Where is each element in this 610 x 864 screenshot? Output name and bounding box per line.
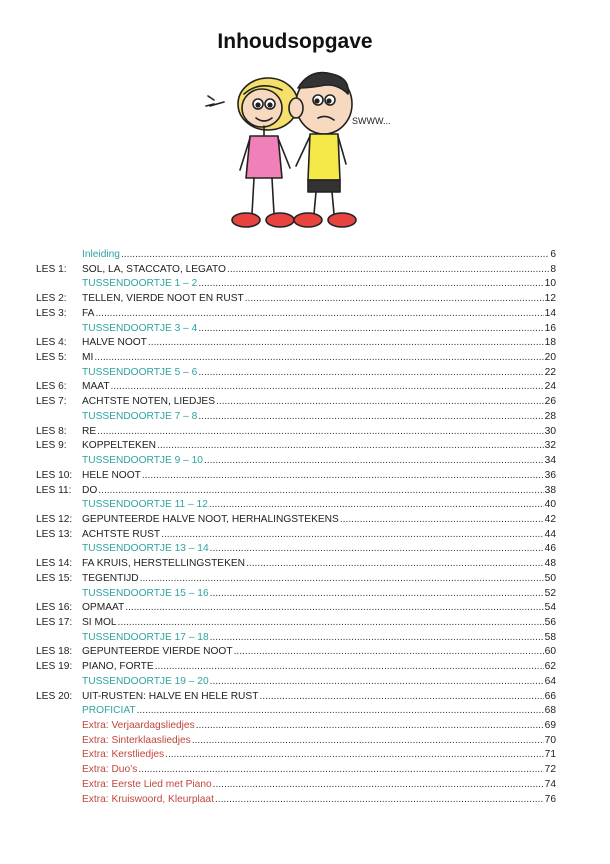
toc-entry [36, 793, 556, 808]
toc-entry [36, 439, 556, 454]
toc-entry [36, 513, 556, 528]
page-number: 22 [544, 366, 556, 378]
toc-entry-body [82, 454, 556, 469]
toc-entry [36, 675, 556, 690]
dot-leader [246, 557, 544, 572]
toc-entry-body [82, 484, 556, 499]
toc-entry [36, 719, 556, 734]
toc-entry [36, 263, 556, 278]
toc-entry-label: TUSSENDOORTJE 17 – 18 [82, 631, 209, 643]
toc-entry-body [82, 322, 556, 337]
lesson-number: LES 15: [36, 572, 73, 584]
toc-entry-label: ACHTSTE RUST [82, 528, 161, 540]
toc-entry-body [82, 336, 556, 351]
toc-entry [36, 498, 556, 513]
toc-entry [36, 292, 556, 307]
dot-leader [227, 263, 549, 278]
page-number: 6 [550, 249, 556, 260]
dot-leader [340, 513, 544, 528]
dot-leader [209, 498, 544, 513]
toc-entry-body [82, 631, 556, 646]
toc-entry-label: PIANO, FORTE [82, 661, 154, 673]
toc-entry-body [82, 616, 556, 631]
toc-entry-label: FA KRUIS, HERSTELLINGSTEKEN [82, 558, 246, 570]
toc-entry-label: TUSSENDOORTJE 1 – 2 [82, 278, 198, 290]
dot-leader [198, 322, 543, 337]
toc-entry [36, 351, 556, 366]
dot-leader [198, 277, 543, 292]
lesson-number: LES 9: [36, 440, 67, 452]
lesson-number: LES 17: [36, 616, 73, 628]
toc-entry [36, 748, 556, 763]
toc-entry-label: TUSSENDOORTJE 19 – 20 [82, 675, 209, 687]
girl-figure [206, 78, 298, 227]
dot-leader [138, 763, 543, 778]
toc-entry [36, 734, 556, 749]
lesson-number: LES 16: [36, 602, 73, 614]
lesson-number: LES 4: [36, 337, 67, 349]
dot-leader [198, 366, 543, 381]
page-number: 40 [544, 499, 556, 511]
toc-entry [36, 277, 556, 292]
page-title: Inhoudsopgave [217, 30, 373, 53]
dot-leader [118, 616, 544, 631]
dot-leader [95, 307, 543, 322]
lesson-number: LES 19: [36, 661, 73, 673]
dot-leader [210, 631, 544, 646]
dot-leader [192, 734, 544, 749]
lesson-number: LES 2: [36, 293, 67, 305]
toc-entry [36, 690, 556, 705]
toc-entry-body [82, 425, 556, 440]
toc-entry [36, 395, 556, 410]
toc-entry-label: HALVE NOOT [82, 337, 147, 349]
toc-entry-body [82, 498, 556, 513]
page-number: 18 [544, 337, 556, 349]
page-number: 32 [544, 440, 556, 452]
toc-entry-label: KOPPELTEKEN [82, 440, 156, 452]
page-number: 70 [544, 734, 556, 746]
toc-entry-label: Extra: Kruiswoord, Kleurplaat [82, 793, 214, 805]
page-number: 69 [544, 720, 556, 731]
toc-entry-body [82, 292, 556, 307]
toc-entry-body [82, 704, 556, 719]
toc-entry-body [82, 645, 556, 660]
toc-entry-label: Extra: Verjaardagsliedjes [82, 720, 195, 731]
dot-leader [161, 528, 544, 543]
table-of-contents [36, 248, 556, 807]
toc-entry-label: TUSSENDOORTJE 11 – 12 [82, 499, 208, 511]
toc-entry [36, 322, 556, 337]
toc-entry [36, 587, 556, 602]
page-number: 34 [544, 455, 556, 467]
toc-entry [36, 763, 556, 778]
toc-entry [36, 572, 556, 587]
toc-entry [36, 542, 556, 557]
toc-entry-label: SI MOL [82, 616, 117, 628]
toc-entry-label: GEPUNTEERDE HALVE NOOT, HERHALINGSTEKENS [82, 513, 339, 525]
toc-entry-label: HELE NOOT [82, 469, 141, 481]
toc-entry-body [82, 410, 556, 425]
toc-entry [36, 336, 556, 351]
page-number: 68 [544, 705, 556, 717]
toc-entry [36, 557, 556, 572]
toc-entry-label: OPMAAT [82, 602, 125, 614]
toc-entry-body [82, 351, 556, 366]
toc-entry [36, 601, 556, 616]
toc-entry-body [82, 439, 556, 454]
dot-leader [148, 336, 544, 351]
toc-entry [36, 454, 556, 469]
dot-leader [196, 719, 544, 734]
dot-leader [234, 645, 544, 660]
toc-entry-label: FA [82, 307, 95, 319]
toc-entry [36, 484, 556, 499]
toc-entry-label: MI [82, 352, 94, 364]
toc-entry-body [82, 778, 556, 793]
toc-entry [36, 410, 556, 425]
speech-text: SWWW... [352, 116, 391, 126]
dot-leader [157, 439, 544, 454]
toc-entry-body [82, 587, 556, 602]
dot-leader [210, 675, 544, 690]
toc-entry-label: MAAT [82, 381, 110, 393]
toc-entry [36, 528, 556, 543]
dot-leader [210, 587, 544, 602]
toc-entry-label: Extra: Eerste Lied met Piano [82, 778, 212, 790]
toc-entry [36, 631, 556, 646]
page-number: 12 [544, 293, 556, 305]
page-number: 44 [544, 528, 556, 540]
dot-leader [204, 454, 544, 469]
page-number: 24 [544, 381, 556, 393]
toc-entry-body [82, 690, 556, 705]
toc-entry-label: GEPUNTEERDE VIERDE NOOT [82, 646, 233, 658]
dot-leader [98, 484, 543, 499]
toc-entry-label: TUSSENDOORTJE 3 – 4 [82, 322, 198, 334]
toc-entry-label: RE [82, 425, 97, 437]
toc-entry [36, 248, 556, 263]
toc-entry-body [82, 675, 556, 690]
lesson-number: LES 18: [36, 646, 73, 658]
dot-leader [121, 248, 549, 263]
lesson-number: LES 3: [36, 307, 67, 319]
toc-entry-label: TUSSENDOORTJE 13 – 14 [82, 543, 209, 555]
toc-entry [36, 469, 556, 484]
toc-entry-body [82, 557, 556, 572]
dot-leader [165, 748, 544, 763]
page-number: 42 [544, 513, 556, 525]
page-number: 48 [544, 558, 556, 570]
lesson-number: LES 20: [36, 690, 73, 702]
page-number: 38 [544, 484, 556, 496]
toc-entry-body [82, 263, 556, 278]
dot-leader [142, 469, 544, 484]
toc-entry [36, 307, 556, 322]
lesson-number: LES 8: [36, 425, 67, 437]
page-number: 30 [544, 425, 556, 437]
page-number: 71 [544, 749, 556, 761]
lesson-number: LES 5: [36, 352, 67, 364]
toc-entry-label: TEGENTIJD [82, 572, 139, 584]
dot-leader [94, 351, 543, 366]
toc-entry [36, 366, 556, 381]
toc-entry-body [82, 763, 556, 778]
dot-leader [198, 410, 543, 425]
toc-entry-body [82, 734, 556, 749]
page-number: 50 [544, 572, 556, 584]
page-number: 14 [544, 307, 556, 319]
toc-entry-label: PROFICIAT [82, 705, 136, 717]
dot-leader [213, 778, 544, 793]
toc-entry-label: UIT-RUSTEN: HALVE EN HELE RUST [82, 690, 259, 702]
page-number: 16 [544, 322, 556, 334]
page-number: 74 [544, 778, 556, 790]
toc-entry-body [82, 528, 556, 543]
toc-entry-body [82, 248, 556, 263]
toc-entry-label: TUSSENDOORTJE 5 – 6 [82, 366, 198, 378]
toc-entry-label: ACHTSTE NOTEN, LIEDJES [82, 396, 216, 408]
toc-entry-label: Extra: Kerstliedjes [82, 749, 165, 761]
lesson-number: LES 1: [36, 263, 67, 275]
toc-entry-body [82, 793, 556, 808]
toc-entry-body [82, 748, 556, 763]
page-number: 46 [544, 543, 556, 555]
toc-entry-body [82, 572, 556, 587]
dot-leader [140, 572, 544, 587]
toc-entry-body [82, 542, 556, 557]
toc-entry-label: TUSSENDOORTJE 7 – 8 [82, 410, 198, 422]
toc-entry-label: Extra: Sinterklaasliedjes [82, 734, 191, 746]
page-number: 10 [544, 278, 556, 290]
page-number: 28 [544, 410, 556, 422]
toc-entry-label: SOL, LA, STACCATO, LEGATO [82, 263, 226, 275]
dot-leader [216, 395, 544, 410]
toc-entry-label: Extra: Duo’s [82, 764, 138, 776]
toc-entry [36, 660, 556, 675]
dot-leader [155, 660, 544, 675]
toc-entry-label: TUSSENDOORTJE 15 – 16 [82, 587, 209, 599]
page-number: 54 [544, 602, 556, 614]
page-number: 56 [544, 616, 556, 628]
toc-entry [36, 778, 556, 793]
toc-entry-body [82, 277, 556, 292]
lesson-number: LES 12: [36, 513, 73, 525]
page-number: 62 [544, 661, 556, 673]
page-number: 20 [544, 352, 556, 364]
toc-entry [36, 704, 556, 719]
toc-entry-label: DO [82, 484, 98, 496]
dot-leader [125, 601, 543, 616]
dot-leader [97, 425, 544, 440]
page-number: 64 [544, 675, 556, 687]
lesson-number: LES 10: [36, 469, 73, 481]
boy-figure [289, 73, 356, 227]
dot-leader [210, 542, 544, 557]
page-number: 60 [544, 646, 556, 658]
page-number: 36 [544, 469, 556, 481]
page-number: 52 [544, 587, 556, 599]
page-number: 72 [544, 764, 556, 776]
toc-entry-body [82, 601, 556, 616]
lesson-number: LES 14: [36, 558, 73, 570]
page-number: 8 [550, 263, 556, 275]
dot-leader [259, 690, 543, 705]
dot-leader [111, 380, 544, 395]
toc-entry-label: Inleiding [82, 249, 120, 260]
toc-entry [36, 645, 556, 660]
lesson-number: LES 6: [36, 381, 67, 393]
dot-leader [137, 704, 544, 719]
toc-entry-body [82, 380, 556, 395]
toc-entry-body [82, 660, 556, 675]
toc-entry-body [82, 395, 556, 410]
lesson-number: LES 13: [36, 528, 73, 540]
page-number: 58 [544, 631, 556, 643]
toc-entry-body [82, 307, 556, 322]
lesson-number: LES 7: [36, 396, 67, 408]
toc-entry [36, 425, 556, 440]
page-number: 66 [544, 690, 556, 702]
toc-entry-body [82, 366, 556, 381]
toc-entry [36, 380, 556, 395]
toc-entry-body [82, 719, 556, 734]
page-number: 76 [544, 793, 556, 805]
cartoon-illustration [200, 68, 410, 238]
toc-entry-label: TUSSENDOORTJE 9 – 10 [82, 455, 203, 467]
toc-entry-label: TELLEN, VIERDE NOOT EN RUST [82, 293, 244, 305]
toc-entry-body [82, 513, 556, 528]
dot-leader [215, 793, 544, 808]
dot-leader [245, 292, 544, 307]
toc-entry-body [82, 469, 556, 484]
lesson-number: LES 11: [36, 484, 72, 496]
page-number: 26 [544, 396, 556, 408]
toc-entry [36, 616, 556, 631]
